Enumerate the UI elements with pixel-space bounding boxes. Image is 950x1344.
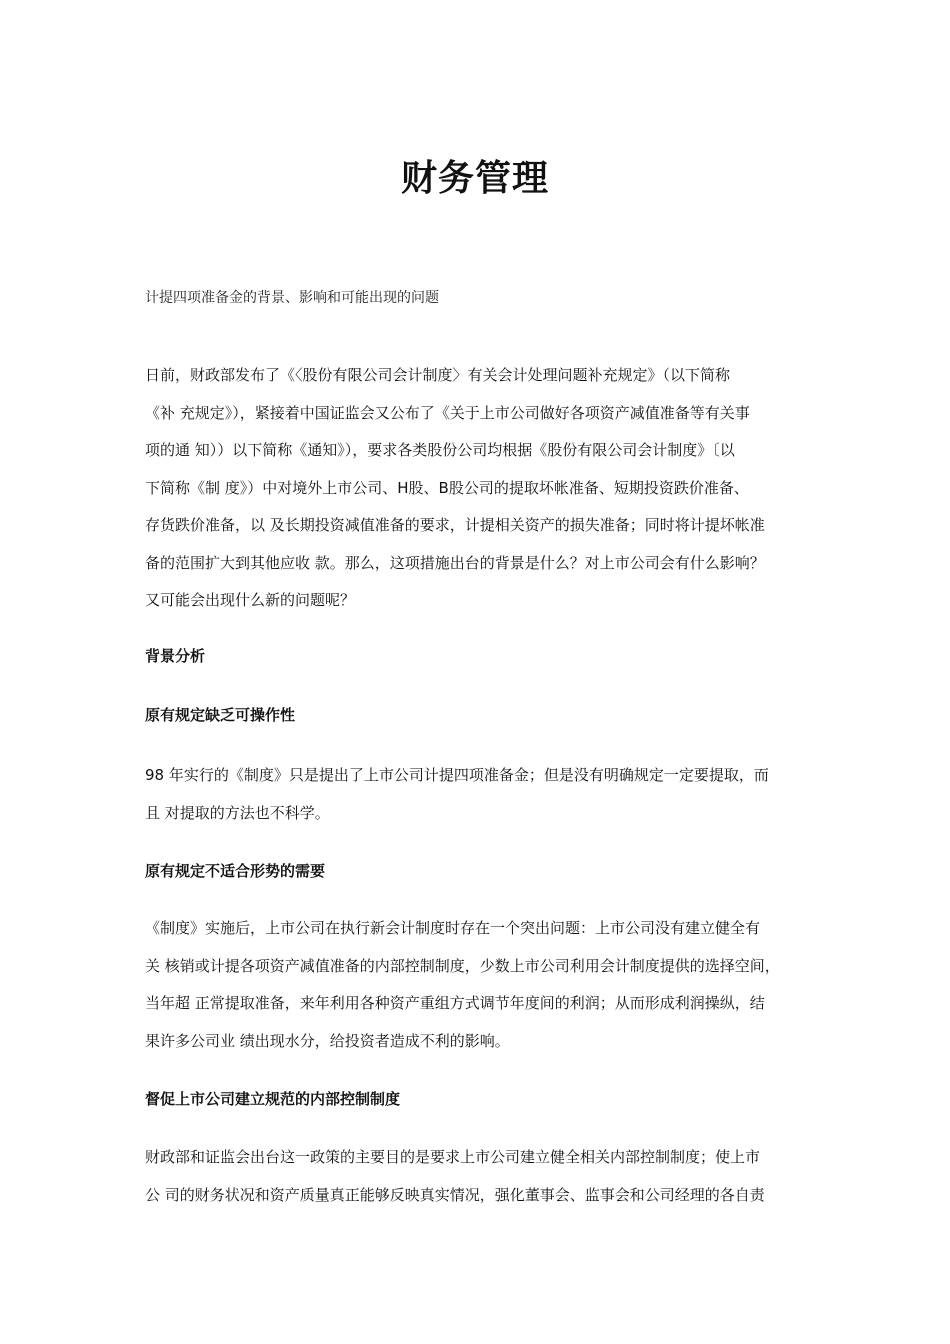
subsection-3-paragraph-block (145, 1139, 813, 1214)
subsection-1-heading-block (145, 697, 813, 735)
subsection-paragraph (145, 1139, 813, 1214)
intro-paragraph (145, 357, 813, 620)
text-line: 《补 充规定》），紧接着中国证监会又公布了《关于上市公司做好各项资产减值准备等有关事 (145, 403, 750, 422)
subsection-paragraph (145, 757, 813, 832)
text-line: 且 对提取的方法也不科学。 (145, 803, 330, 822)
text-line: 下简称《制 度》）中对境外上市公司、H股、B股公司的提取坏帐准备、短期投资跌价准备、 (145, 478, 749, 497)
subsection-3-heading-block (145, 1081, 813, 1119)
subsection-heading: 督促上市公司建立规范的内部控制制度 (145, 1090, 401, 1108)
text-line: 备的范围扩大到其他应收 款。那么，这项措施出台的背景是什么？对上市公司会有什么影响？ (145, 553, 765, 572)
text-line: 98 年实行的《制度》只是提出了上市公司计提四项准备金；但是没有明确规定一定要提取，而 (145, 766, 769, 784)
text-line: 项的通 知））以下简称《通知》），要求各类股份公司均根据《股份有限公司会计制度》〔以 (145, 441, 735, 459)
section-heading: 背景分析 (145, 647, 206, 665)
subsection-2-heading-block (145, 853, 813, 891)
text-line: 果许多公司业 绩出现水分，给投资者造成不利的影响。 (145, 1031, 510, 1050)
text-line: 财政部和证监会出台这一政策的主要目的是要求上市公司建立健全相关内部控制制度；使上市 (145, 1148, 761, 1166)
subsection-1-paragraph-block (145, 757, 813, 832)
section-heading-block (145, 638, 813, 676)
text-line: 存货跌价准备，以 及长期投资减值准备的要求，计提相关资产的损失准备；同时将计提坏帐准 (145, 516, 765, 534)
text-line: 《制度》实施后，上市公司在执行新会计制度时存在一个突出问题：上市公司没有建立健全有 (145, 919, 761, 937)
text-line: 关 核销或计提各项资产减值准备的内部控制制度，少数上市公司利用会计制度提供的选择空间， (145, 956, 780, 975)
text-line: 当年超 正常提取准备，来年利用各种资产重组方式调节年度间的利润；从而形成利润操纵，结 (145, 994, 765, 1012)
text-line: 公 司的财务状况和资产质量真正能够反映真实情况，强化董事会、监事会和公司经理的各自责 (145, 1185, 765, 1204)
subsection-2-paragraph-block (145, 910, 813, 1060)
text-line: 又可能会出现什么新的问题呢？ (145, 591, 356, 609)
intro-paragraph-block (145, 357, 813, 620)
text-line: 日前，财政部发布了《〈股份有限公司会计制度〉有关会计处理问题补充规定》（以下简称 (145, 366, 731, 384)
subsection-heading: 原有规定不适合形势的需要 (145, 862, 326, 880)
subsection-heading: 原有规定缺乏可操作性 (145, 706, 296, 724)
document-subtitle: 计提四项准备金的背景、影响和可能出现的问题 (145, 290, 439, 306)
subsection-paragraph (145, 910, 813, 1060)
document-title: 财务管理 (400, 158, 549, 199)
